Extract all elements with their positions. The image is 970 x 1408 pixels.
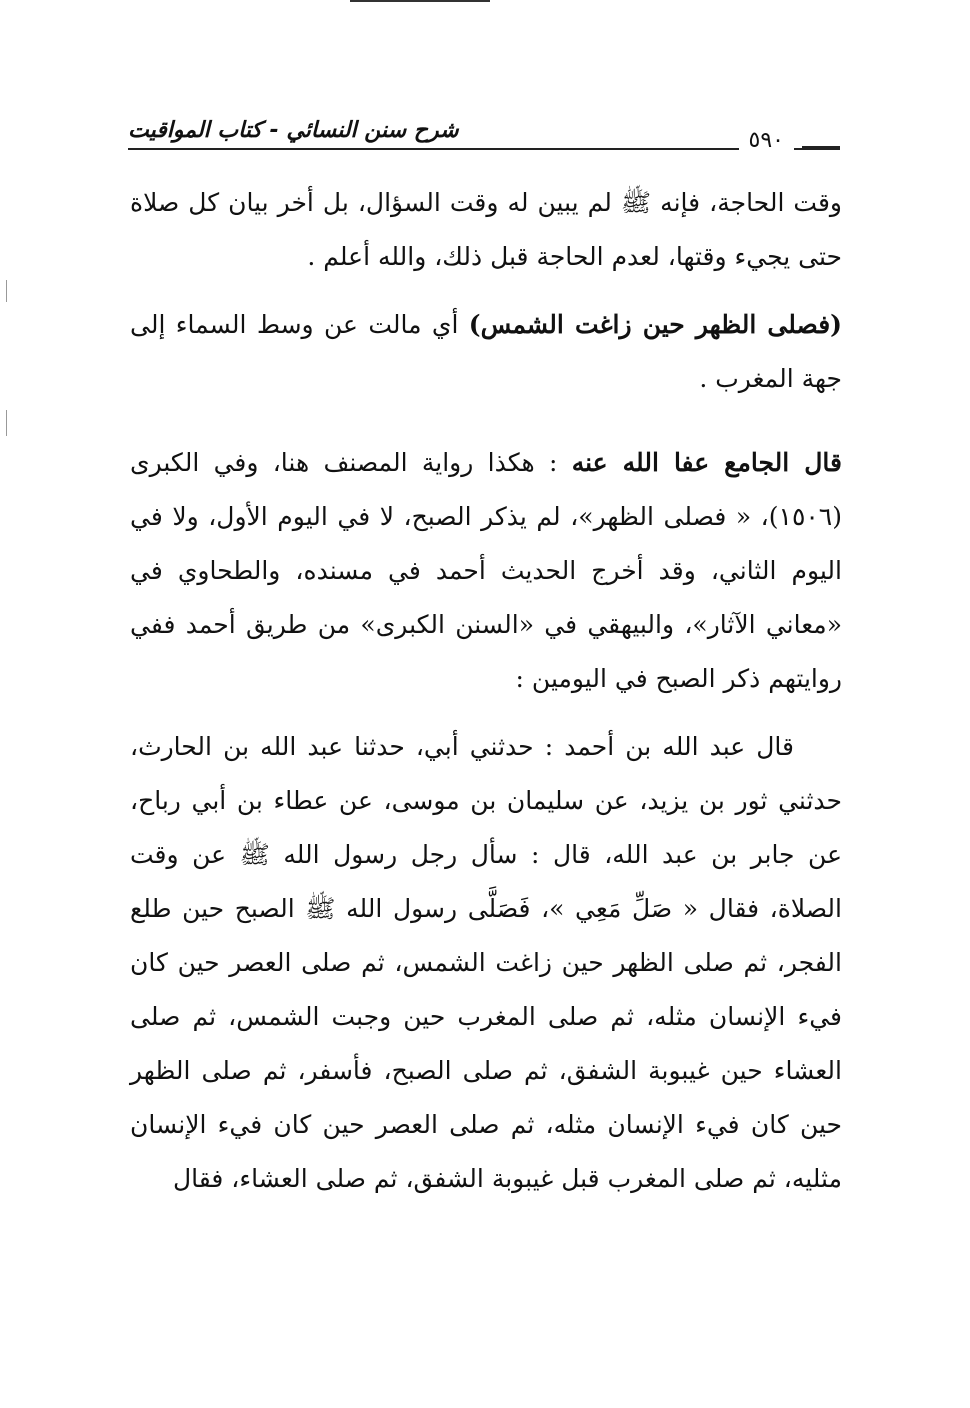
header-rule <box>128 148 840 150</box>
paragraph-gap <box>130 706 842 720</box>
paragraph-gap <box>130 406 842 436</box>
top-edge-rule <box>350 0 490 2</box>
jami-comment-text: : هكذا رواية المصنف هنا، وفي الكبرى (١٥٠٦)، « فصلى الظهر»، لم يذكر الصبح، لا في اليوم الأول، ولا في اليوم الثاني، وقد أخرج الحديث أحمد في مسنده، والطحاوي في «معاني الآثار»، والبيهقي في «السنن الكبرى» من طريق أحمد ففي روايتهم ذكر الصبح في اليومين : <box>130 448 842 693</box>
page-number: ٥٩٠ <box>739 128 794 153</box>
margin-mark <box>6 280 7 302</box>
lemma-explanation: أي مالت عن وسط السماء إلى جهة المغرب . <box>130 310 842 393</box>
paragraph-hadith: قال عبد الله بن أحمد : حدثني أبي، حدثنا عبد الله بن الحارث، حدثني ثور بن يزيد، عن سليمان بن موسى، عن عطاء بن أبي رباح، عن جابر بن عبد الله، قال : سأل رجل رسول الله ﷺ عن وقت الصلاة، فقال « صَلِّ مَعِي »، فَصَلَّى رسول الله ﷺ الصبح حين طلع الفجر، ثم صلى الظهر حين زاغت الشمس، ثم صلى العصر حين كان فيء الإنسان مثله، ثم صلى المغرب حين وجبت الشمس، ثم صلى العشاء حين غيبوبة الشفق، ثم صلى الصبح، فأسفر، ثم صلى الظهر حين كان فيء الإنسان مثله، ثم صلى العصر حين كان فيء الإنسان مثليه، ثم صلى المغرب قبل غيبوبة الشفق، ثم صلى العشاء، فقال <box>130 732 842 1193</box>
paragraph-continuation: وقت الحاجة، فإنه ﷺ لم يبين له وقت السؤال، بل أخر بيان كل صلاة حتى يجيء وقتها، لعدم الحاجة قبل ذلك، والله أعلم . <box>130 188 842 271</box>
running-header <box>128 110 840 160</box>
page-body <box>130 176 842 1206</box>
margin-mark <box>6 410 7 436</box>
header-title: شرح سنن النسائي - كتاب المواقيت <box>128 118 459 143</box>
page-number-dash <box>802 146 840 150</box>
lemma-quote: (فصلى الظهر حين زاغت الشمس) <box>468 310 842 339</box>
paragraph-lemma <box>130 298 842 406</box>
paragraph-gap <box>130 284 842 298</box>
paragraph-jami-comment <box>130 436 842 706</box>
jami-lead: قال الجامع عفا الله عنه <box>571 448 842 477</box>
